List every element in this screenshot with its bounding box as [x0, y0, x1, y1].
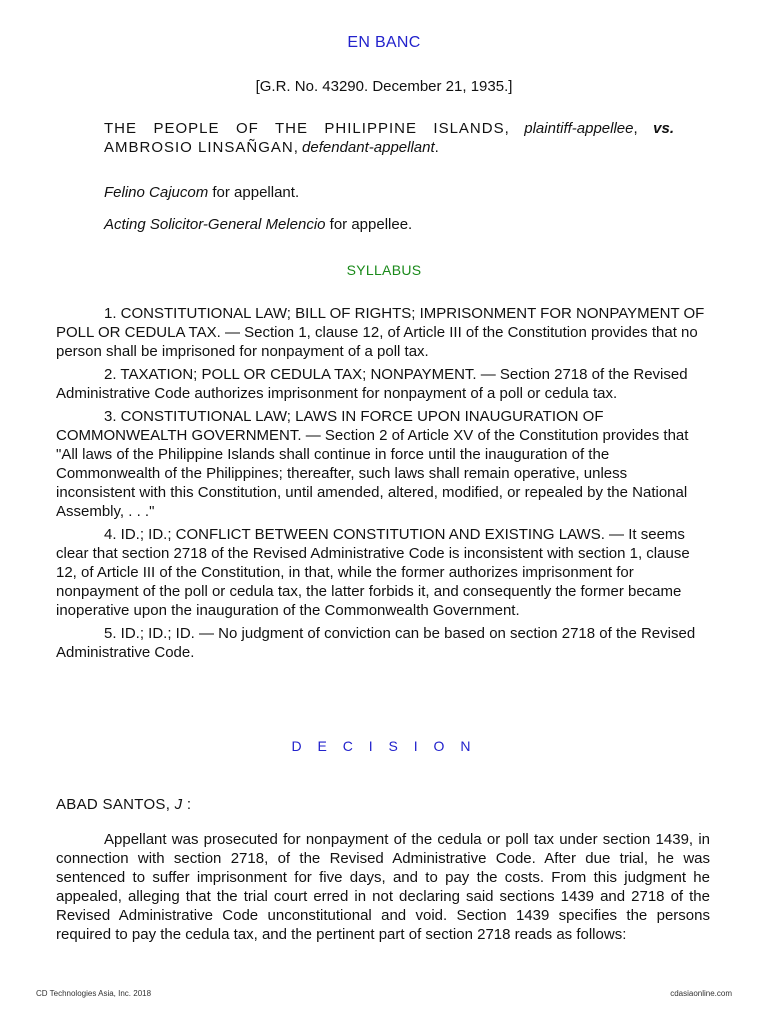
- appellant-counsel: [104, 184, 299, 201]
- syllabus-item: 1. CONSTITUTIONAL LAW; BILL OF RIGHTS; IMPRISONMENT FOR NONPAYMENT OF POLL OR CEDULA TAX. — Section 1, clause 12, of Article III of the Constitution provides that no person shall be imprisoned for nonpayment of a poll tax.: [56, 305, 705, 360]
- appellee-counsel-suffix: for appellee.: [325, 216, 413, 233]
- case-parties: THE PEOPLE OF THE PHILIPPINE ISLANDS, plaintiff-appellee, vs. AMBROSIO LINSAÑGAN, defendant-appellant.: [104, 120, 674, 156]
- syllabus-heading: SYLLABUS: [346, 262, 422, 278]
- justice-suffix: :: [182, 796, 192, 813]
- case-number: [G.R. No. 43290. December 21, 1935.]: [255, 78, 513, 95]
- syllabus-list: [56, 304, 710, 666]
- appellee-counsel: [104, 216, 412, 233]
- appellant-counsel-name: Felino Cajucom: [104, 184, 209, 201]
- appellee-counsel-name: Acting Solicitor-General Melencio: [104, 216, 326, 233]
- syllabus-item: 4. ID.; ID.; CONFLICT BETWEEN CONSTITUTION AND EXISTING LAWS. — It seems clear that section 2718 of the Revised Administrative Code is inconsistent with section 1, clause 12, of Article III of the Constitution, in that, while the former authorizes imprisonment for nonpayment of the poll or cedula tax, the latter forbids it, and consequently the former became inoperative upon the inauguration of the Commonwealth Government.: [56, 526, 690, 619]
- decision-heading: D E C I S I O N: [291, 738, 477, 754]
- decision-body: [56, 830, 710, 944]
- plaintiff-role: plaintiff-appellee: [524, 120, 634, 137]
- syllabus-item: 3. CONSTITUTIONAL LAW; LAWS IN FORCE UPON INAUGURATION OF COMMONWEALTH GOVERNMENT. — Section 2 of Article XV of the Constitution provides that "All laws of the Philippine Islands shall continue in force until the inauguration of the Commonwealth of the Philippines; thereafter, such laws shall remain operative, unless inconsistent with this Constitution, until amended, altered, modified, or repealed by the National Assembly, . . .": [56, 408, 689, 520]
- versus: vs.: [653, 120, 674, 137]
- defendant-name: AMBROSIO LINSAÑGAN: [104, 139, 294, 156]
- decision-paragraph: Appellant was prosecuted for nonpayment of the cedula or poll tax under section 1439, in connection with section 2718, of the Revised Administrative Code. After due trial, he was sentenced to suffer imprisonment for five days, and to pay the costs. From this judgment he appealed, alleging that the trial court erred in not declaring said sections 1439 and 2718 of the Revised Administrative Code unconstitutional and void. Section 1439 specifies the persons required to pay the cedula tax, and the pertinent part of section 2718 reads as follows:: [56, 831, 710, 943]
- footer-website: cdasiaonline.com: [670, 989, 732, 998]
- plaintiff-name: THE PEOPLE OF THE PHILIPPINE ISLANDS: [104, 120, 505, 137]
- footer-copyright: CD Technologies Asia, Inc. 2018: [36, 989, 152, 998]
- court-division: EN BANC: [347, 34, 421, 51]
- ponente: [56, 796, 191, 813]
- justice-title: J: [174, 796, 183, 813]
- justice-name: ABAD SANTOS,: [56, 796, 175, 813]
- syllabus-item: 2. TAXATION; POLL OR CEDULA TAX; NONPAYMENT. — Section 2718 of the Revised Administrative Code authorizes imprisonment for nonpayment of a poll or cedula tax.: [56, 366, 688, 402]
- appellant-counsel-suffix: for appellant.: [208, 184, 300, 201]
- syllabus-item: 5. ID.; ID.; ID. — No judgment of conviction can be based on section 2718 of the Revised Administrative Code.: [56, 625, 696, 661]
- defendant-role: defendant-appellant: [302, 139, 435, 156]
